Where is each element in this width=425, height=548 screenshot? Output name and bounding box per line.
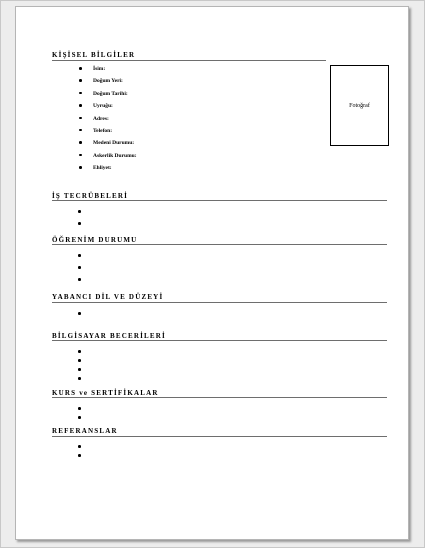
field-address: Adres: [79,115,137,127]
section-title-courses-certificates: KURS ve SERTİFİKALAR [52,389,159,397]
field-nationality: Uyruğu: [79,102,137,114]
section-rule-computer-skills [52,340,387,341]
section-rule-work-experience [52,200,387,201]
field-name: İsim: [79,65,137,77]
field-military-status: Askerlik Durumu: [79,152,137,164]
section-title-education: ÖĞRENİM DURUMU [52,236,138,244]
section-rule-personal-info [52,60,326,61]
section-title-personal-info: KİŞİSEL BİLGİLER [52,51,136,59]
photo-label: Fotoğraf [349,102,370,109]
section-rule-courses-certificates [52,397,387,398]
section-title-references: REFERANSLAR [52,427,118,435]
photo-placeholder [330,65,389,146]
section-rule-references [52,436,387,437]
field-phone: Telefon: [79,127,137,139]
document-page [15,6,409,540]
field-birthdate: Doğum Tarihi: [79,90,137,102]
field-driving-license: Ehliyet: [79,164,137,176]
section-title-languages: YABANCI DİL VE DÜZEYİ [52,293,164,301]
section-rule-languages [52,302,387,303]
personal-info-list [79,65,137,177]
section-rule-education [52,244,387,245]
section-title-work-experience: İŞ TECRÜBELERİ [52,192,128,200]
field-birthplace: Doğum Yeri: [79,77,137,89]
section-title-computer-skills: BİLGİSAYAR BECERİLERİ [52,332,166,340]
field-marital-status: Medeni Durumu: [79,139,137,151]
